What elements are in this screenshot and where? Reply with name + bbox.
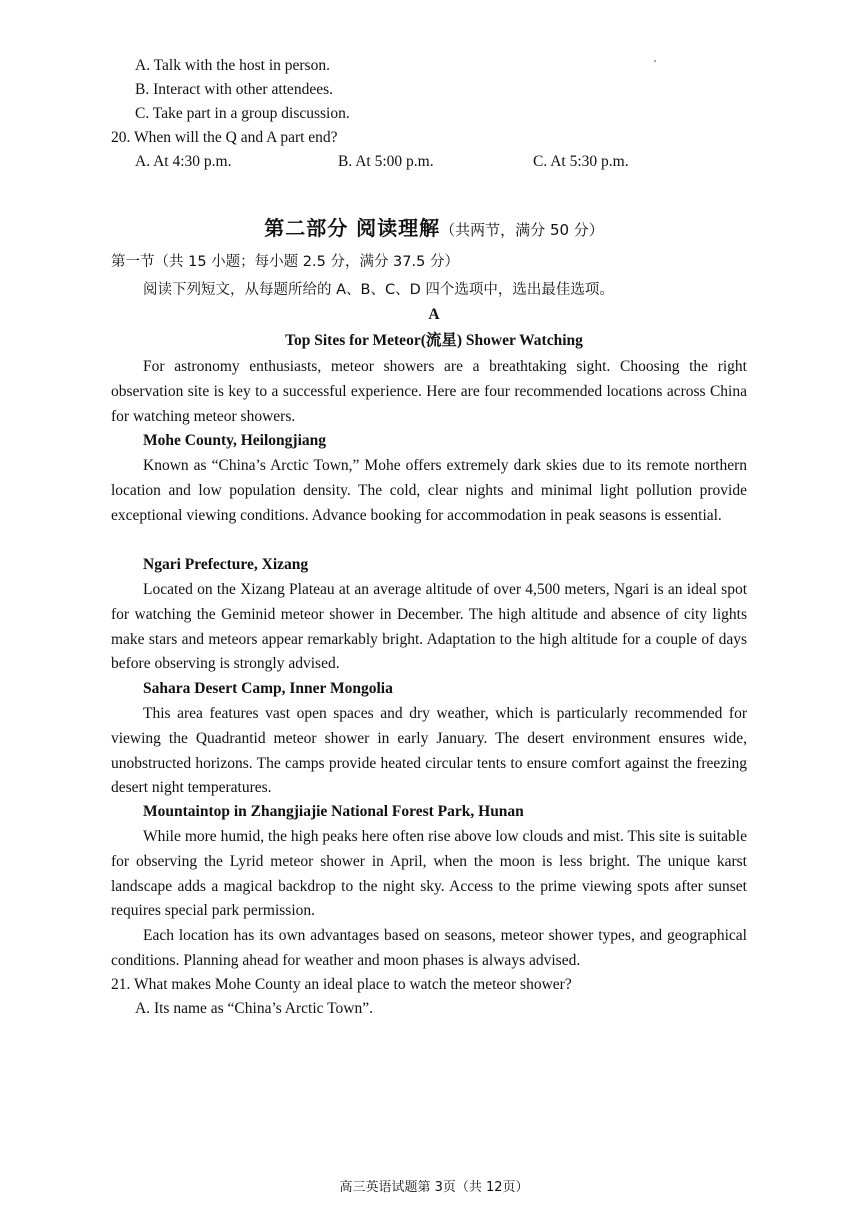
site-heading-ngari: Ngari Prefecture, Xizang — [143, 556, 309, 573]
q19-option-a: A. Talk with the host in person. — [135, 57, 330, 74]
page-footer: 高三英语试题第 3页（共 12页） — [339, 1180, 529, 1195]
scan-speck — [654, 60, 656, 62]
part2-title: 第二部分 阅读理解 — [264, 216, 441, 240]
q20-question: 20. When will the Q and A part end? — [111, 129, 338, 146]
site-text-zhangjiajie: While more humid, the high peaks here often rise above low clouds and mist. This site is suitable for observing the Lyrid meteor shower in April, when the moon is less bright. The unique karst landscape adds a magical backdrop to the night sky. Access to the prime viewing spots after sunset requires special park permission. — [111, 828, 747, 920]
site-heading-zhangjiajie: Mountaintop in Zhangjiajie National Forest Park, Hunan — [143, 803, 524, 820]
part2-heading — [0, 212, 868, 241]
section1-instruction: 阅读下列短文，从每题所给的 A、B、C、D 四个选项中，选出最佳选项。 — [143, 282, 614, 298]
q20-option-b: B. At 5:00 p.m. — [338, 153, 434, 170]
q20-option-c: C. At 5:30 p.m. — [533, 153, 629, 170]
part2-subtitle: （共两节，满分 50 分） — [440, 221, 604, 239]
site-text-sahara: This area features vast open spaces and dry weather, which is particularly recommended for viewing the Quadrantid meteor shower in early January. The desert environment ensures wide, unobstructed horizons. The camps provide heated circular tents to ensure comfort against the freezing desert night temperatures. — [111, 705, 747, 797]
passage-conclusion: Each location has its own advantages based on seasons, meteor shower types, and geographical conditions. Planning ahead for weather and moon phases is always advised. — [111, 927, 747, 969]
q19-option-c: C. Take part in a group discussion. — [135, 105, 350, 122]
q21-question: 21. What makes Mohe County an ideal place to watch the meteor shower? — [111, 976, 572, 993]
passage-letter: A — [428, 306, 440, 323]
q19-option-b: B. Interact with other attendees. — [135, 81, 333, 98]
site-text-mohe: Known as “China’s Arctic Town,” Mohe offers extremely dark skies due to its remote northern location and low population density. The cold, clear nights and minimal light pollution provide exceptional viewing conditions. Advance booking for accommodation in peak seasons is essential. — [111, 457, 747, 524]
q20-option-a: A. At 4:30 p.m. — [135, 153, 232, 170]
site-heading-mohe: Mohe County, Heilongjiang — [143, 432, 327, 449]
site-heading-sahara: Sahara Desert Camp, Inner Mongolia — [143, 680, 393, 697]
passage-title: Top Sites for Meteor(流星) Shower Watching — [285, 332, 583, 349]
q21-option-a: A. Its name as “China’s Arctic Town”. — [135, 1000, 373, 1017]
section1-info: 第一节（共 15 小题；每小题 2.5 分，满分 37.5 分） — [111, 254, 459, 270]
passage-intro: For astronomy enthusiasts, meteor showers are a breathtaking sight. Choosing the right observation site is key to a successful experience. Here are four recommended locations across China for watching meteor showers. — [111, 358, 747, 425]
site-text-ngari: Located on the Xizang Plateau at an average altitude of over 4,500 meters, Ngari is an ideal spot for watching the Geminid meteor shower in December. The high altitude and absence of city lights make stars and meteors appear remarkably bright. Adaptation to the high altitude for a couple of days before observing is strongly advised. — [111, 581, 747, 673]
